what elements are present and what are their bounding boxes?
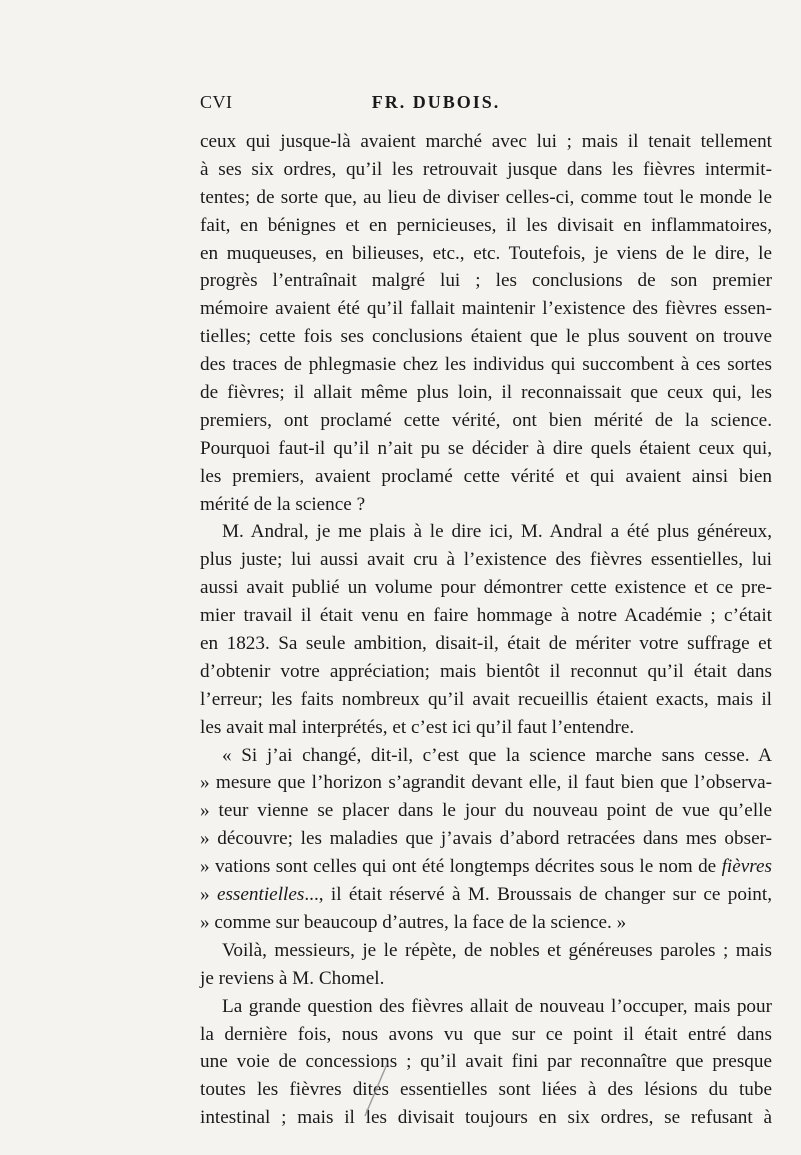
- text-line: mémoire avaient été qu’il fallait maintenir l’existence des fièvres essen-: [200, 298, 772, 320]
- text-line: plus juste; lui aussi avait cru à l’existence des fièvres essentielles, lui: [200, 549, 772, 571]
- text-line: ceux qui jusque-là avaient marché avec lui ; mais il tenait tellement: [200, 131, 772, 152]
- text-line: à ses six ordres, qu’il les retrouvait jusque dans les fièvres intermit-: [200, 158, 772, 180]
- text-line: » teur vienne se placer dans le jour du nouveau point de vue qu’elle: [200, 800, 772, 822]
- text-line: l’erreur; les faits nombreux qu’il avait recueillis étaient exacts, mais il: [200, 688, 772, 710]
- text-line: » vations sont celles qui ont été longtemps décrites sous le nom de fièvres: [200, 856, 772, 878]
- text-line: toutes les fièvres dites essentielles sont liées à des lésions du tube: [200, 1079, 772, 1101]
- text-line: mérité de la science ?: [200, 493, 366, 515]
- text-line: de fièvres; il allait même plus loin, il reconnaissait que ceux qui, les: [200, 382, 772, 404]
- text-line: les premiers, avaient proclamé cette vérité et qui avaient ainsi bien: [200, 465, 772, 487]
- text-line: mier travail il était venu en faire hommage à notre Académie ; c’était: [200, 605, 772, 627]
- text-line: intestinal ; mais il les divisait toujours en six ordres, se refusant à: [200, 1107, 772, 1129]
- body-text: [200, 128, 772, 1132]
- text-line: M. Andral, je me plais à le dire ici, M. Andral a été plus généreux,: [222, 521, 772, 543]
- stray-pen-mark: [361, 1062, 391, 1118]
- page-number: CVI: [200, 92, 233, 112]
- text-line: fait, en bénignes et en pernicieuses, il les divisait en inflammatoires,: [200, 214, 772, 236]
- text-line: tielles; cette fois ses conclusions étaient que le plus souvent on trouve: [200, 326, 772, 348]
- text-line: la dernière fois, nous avons vu que sur ce point il était entré dans: [200, 1023, 772, 1045]
- text-line: une voie de concessions ; qu’il avait fini par reconnaître que presque: [200, 1051, 772, 1073]
- text-line: » mesure que l’horizon s’agrandit devant elle, il faut bien que l’observa-: [200, 772, 772, 794]
- text-line: en 1823. Sa seule ambition, disait-il, était de mériter votre suffrage et: [200, 633, 772, 655]
- text-line: en muqueuses, en bilieuses, etc., etc. Toutefois, je viens de le dire, le: [200, 242, 772, 264]
- text-line: premiers, ont proclamé cette vérité, ont bien mérité de la science.: [200, 409, 772, 431]
- text-line: » découvre; les maladies que j’avais d’abord retracées dans mes obser-: [200, 828, 772, 850]
- text-line: d’obtenir votre appréciation; mais bientôt il reconnut qu’il était dans: [200, 660, 772, 682]
- text-line: je reviens à M. Chomel.: [200, 967, 385, 989]
- text-line: progrès l’entraînait malgré lui ; les conclusions de son premier: [200, 270, 772, 292]
- text-line: » comme sur beaucoup d’autres, la face de la science. »: [200, 911, 627, 933]
- text-line: Voilà, messieurs, je le répète, de nobles et généreuses paroles ; mais: [222, 939, 772, 961]
- text-line: tentes; de sorte que, au lieu de diviser celles-ci, comme tout le monde le: [200, 186, 772, 208]
- text-line: aussi avait publié un volume pour démontrer cette existence et ce pre-: [200, 577, 772, 599]
- text-line: La grande question des fièvres allait de nouveau l’occuper, mais pour: [222, 995, 772, 1017]
- text-line: les avait mal interprétés, et c’est ici qu’il faut l’entendre.: [200, 716, 635, 738]
- page-header: [200, 92, 672, 116]
- running-head: FR. DUBOIS.: [371, 92, 501, 112]
- text-line: » essentielles..., il était réservé à M. Broussais de changer sur ce point,: [200, 884, 772, 906]
- text-line: des traces de phlegmasie chez les individus qui succombent à ces sortes: [200, 354, 772, 376]
- text-line: Pourquoi faut-il qu’il n’ait pu se décider à dire quels étaient ceux qui,: [200, 437, 772, 459]
- text-line: « Si j’ai changé, dit-il, c’est que la science marche sans cesse. A: [222, 744, 772, 766]
